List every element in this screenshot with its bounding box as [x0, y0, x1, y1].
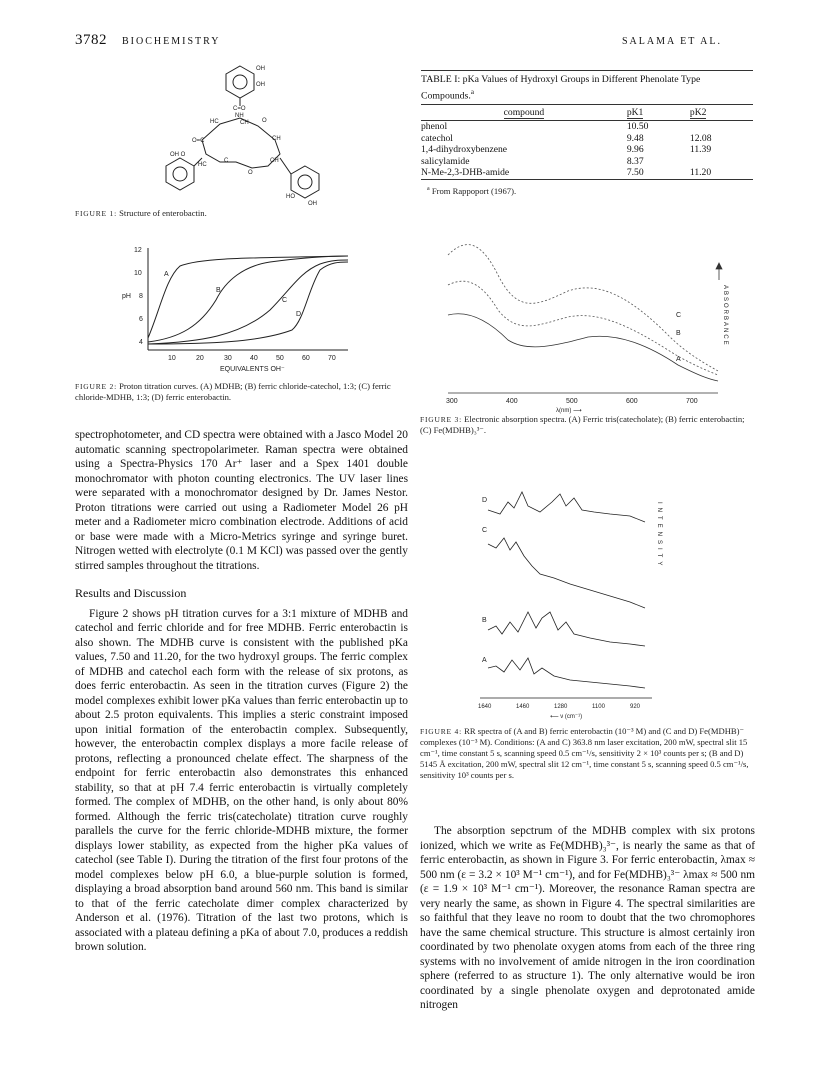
fig1-label: CH: [272, 136, 281, 142]
fig1-label: OH: [308, 201, 317, 207]
trace-B: [488, 612, 645, 646]
fig2-ytick: 6: [139, 316, 143, 323]
fig4-trace-label: D: [482, 497, 488, 504]
paragraph-absorption: The absorption sepctrum of the MDHB complex with six protons ionized, which we write as Fe(MDHB)₃³⁻, is nearly the same as that of ferric enterobactin, as shown in Figure 3. For ferric enterobactin, λmax ≈ 500 nm (ε = 3.2 × 10³ M⁻¹ cm⁻¹), and for Fe(MDHB)₃³⁻ λmax ≈ 500 nm (ε = 1.9 × 10³ M⁻¹ cm⁻¹). Moreover, the resonance Raman spectra are very nearly the same, as shown in Figure 4. The spectral similarities are so faithful that they leave no room to doubt that the two chromophores have the same chemical structure. This structure is almost certainly iron coordinated by two phenolate oxygen atoms from each of the three ring systems with no involvement of amide nitrogen in the iron coordination sphere (referred to as structure 1). The only alternative would be iron coordinated by a single phenolate oxygen and deprotonated amide nitrogen: [420, 825, 755, 1011]
table-row: [421, 167, 753, 179]
table-cell: 11.20: [689, 167, 712, 179]
trace-A: [488, 658, 645, 688]
figure2-caption-text: Proton titration curves. (A) MDHB; (B) ferric chloride-catechol, 1:3; (C) ferric chloride-MDHB, 1:3; (D) ferric enterobactin.: [75, 381, 391, 402]
fig1-label: O: [248, 170, 253, 176]
fig2-xtick: 60: [302, 355, 310, 362]
curve-C: [448, 245, 718, 371]
fig1-label: HO: [286, 194, 295, 200]
table1-footnote-mark: a: [470, 88, 474, 96]
fig4-xlabel: ⟵ ν (cm⁻¹): [550, 714, 583, 720]
table1-title-text: pKa Values of Hydroxyl Groups in Different Phenolate Type Compounds.: [421, 74, 701, 102]
fig3-curve-label: C: [676, 312, 682, 319]
table-cell: [690, 156, 753, 168]
fig2-xtick: 20: [196, 355, 204, 362]
table1-footnote-mark: a: [427, 185, 430, 192]
figure2-caption: [75, 381, 410, 403]
fig2-curve-label: C: [282, 297, 288, 304]
figure3-chart: [428, 225, 738, 414]
figure3-caption-label: FIGURE 3:: [420, 415, 462, 424]
table1-header-pk2: pK2: [689, 107, 707, 119]
fig4-xtick: 1280: [554, 704, 568, 710]
running-authors: SALAMA ET AL.: [622, 36, 722, 47]
fig1-label: OH: [256, 66, 265, 72]
fig1-label: CH: [240, 120, 249, 126]
fig1-label: OH O: [170, 152, 186, 158]
fig3-curve-label: B: [676, 330, 681, 337]
table-cell: 9.48: [626, 132, 644, 144]
table-row: [421, 144, 753, 156]
trace-C: [488, 538, 645, 608]
figure2-chart: [120, 240, 360, 375]
figure1-structure: [140, 58, 340, 208]
curve-B: [148, 256, 348, 342]
figure4-caption: [420, 726, 755, 781]
fig4-trace-label: C: [482, 527, 488, 534]
fig2-xtick: 70: [328, 355, 336, 362]
fig2-ytick: 4: [139, 339, 143, 346]
fig1-label: HC: [198, 162, 207, 168]
fig4-ylabel: INTENSITY: [656, 502, 662, 570]
table-cell: 11.39: [689, 144, 712, 156]
fig2-ytick: 8: [139, 293, 143, 300]
fig1-label: C: [224, 158, 229, 164]
curve-D: [148, 262, 348, 344]
right-column-text: [420, 824, 755, 1013]
table1-footnote: [421, 184, 753, 197]
paragraph-methods: spectrophotometer, and CD spectra were obtained with a Jasco Model 20 automatic scanning spectropolarimeter. Raman spectra were obtained using a Spectra-Physics 170 Ar⁺ laser and a Spex 1401 double monochromator with photon counting electronics. The UV laser lines were separated with a monochromator designed by Dr. James Nestor. Proton titrations were carried out using a Radiometer Model 26 pH meter and a Radiometer micro combination electrode. Additions of acid or base were made with a Micro-Metrics syringe and syringe buret. Nitrogen wetted with electrolyte (0.1 M KCl) was passed over the gently stirred samples throughout the titrations.: [75, 429, 408, 572]
fig3-xlabel: λ(nm) ⟶: [556, 408, 582, 414]
table-cell: 1,4-dihydroxybenzene: [421, 144, 508, 156]
table-row: [421, 121, 753, 133]
page-number: 3782: [75, 32, 107, 48]
journal-name: BIOCHEMISTRY: [122, 36, 221, 47]
fig3-xtick: 600: [626, 398, 638, 405]
fig3-xtick: 500: [566, 398, 578, 405]
fig2-ytick: 10: [134, 270, 142, 277]
fig3-xtick: 700: [686, 398, 698, 405]
table-row: [421, 133, 753, 145]
fig4-trace-label: B: [482, 617, 487, 624]
table-cell: 10.50: [626, 121, 649, 133]
figure1-caption: [75, 208, 405, 219]
fig1-label: C=O: [233, 106, 246, 112]
figure1-caption-text: Structure of enterobactin.: [119, 208, 207, 218]
table1-header-compound: compound: [503, 107, 545, 119]
fig4-xtick: 1100: [592, 704, 605, 710]
fig3-ylabel: ABSORBANCE: [722, 285, 728, 347]
left-column-text: [75, 428, 408, 955]
fig2-curve-label: B: [216, 287, 221, 294]
fig2-xtick: 10: [168, 355, 176, 362]
table-cell: catechol: [421, 132, 453, 144]
table-cell: N-Me-2,3-DHB-amide: [421, 167, 510, 179]
table1-header-pk1: pK1: [626, 107, 644, 119]
fig1-label: O=C: [192, 138, 205, 144]
fig1-label: HC: [210, 119, 219, 125]
table1-title: [421, 71, 753, 102]
fig2-xlabel: EQUIVALENTS OH⁻: [220, 366, 285, 373]
table-cell: 7.50: [626, 167, 644, 179]
table-cell: phenol: [421, 121, 448, 133]
fig4-xtick: 1640: [478, 704, 492, 710]
figure3-caption: [420, 414, 755, 436]
trace-D: [488, 492, 645, 522]
table1: [421, 70, 753, 197]
fig3-xtick: 400: [506, 398, 518, 405]
fig4-trace-label: A: [482, 657, 487, 664]
fig2-xtick: 40: [250, 355, 258, 362]
fig2-xtick: 50: [276, 355, 284, 362]
table1-title-label: TABLE I:: [421, 74, 461, 85]
fig1-label: O: [262, 118, 267, 124]
fig4-xtick: 920: [630, 704, 641, 710]
figure4-caption-text: RR spectra of (A and B) ferric enterobactin (10⁻³ M) and (C and D) Fe(MDHB)⁻ complexes (10⁻³ M). Conditions: (A and C) 363.8 nm laser excitation, 200 mW, spectral slit 15 cm⁻¹, time constant 5 s, scanning speed 0.5 cm⁻¹/s, sensitivity 2 × 10³ counts per s; (B and D) 5145 Å excitation, 200 mW, spectral slit 12 cm⁻¹, time constant 5 s, scanning speed 0.5 cm⁻¹/s, sensitivity 10³ counts per s.: [420, 726, 749, 780]
table-cell: 12.08: [689, 132, 712, 144]
paragraph-results: Figure 2 shows pH titration curves for a 3:1 mixture of MDHB and catechol and ferric chloride and for free MDHB. Ferric enterobactin is also shown. The MDHB curve is consistent with the published pKa values, 7.50 and 11.20, for the two hydroxyl groups. The ferric complex of MDHB and catechol each form with the release of six protons, as does ferric enterobactin. As seen in the titration curves (Figure 2) the model complexes exhibit lower pKa values than ferric enterobactin up to about 2.5 proton equivalents. This implies a steric constraint imposed upon initial formation of the enterobactin complex. Subsequently, however, the enterobactin complex displays a more facile release of protons, reflecting a pronounced chelate effect. The sharpness of the endpoint for ferric enterobactin also demonstrates this enhanced stability, so that at pH 7.4 ferric enterobactin is virtually completely formed. The complex of MDHB, on the other hand, is only about 80% formed. Although the ferric tris(catecholate) titration curve roughly parallels the curve for the ferric chloride-MDHB mixture, the former displays lower stability, as expected from the higher pKa values of catechol (see Table I). During the titration of the first four protons of the model complexes below pH 6.0, a blue-purple solution is formed, displaying a broad absorption band around 560 nm. This band is similar to that of the ferric catecholate dimer complex characterized by Anderson et al. (1976). Titration of the last two protons, which is associated with a plateau defining a pKa of about 7.0, produces a reddish brown solution.: [75, 607, 408, 953]
section-title: Results and Discussion: [75, 586, 187, 600]
curve-A: [448, 314, 718, 381]
fig3-xtick: 300: [446, 398, 458, 405]
figure4-caption-label: FIGURE 4:: [420, 727, 462, 736]
fig2-curve-label: A: [164, 271, 169, 278]
figure3-caption-text: Electronic absorption spectra. (A) Ferric tris(catecholate); (B) ferric enterobactin; (C) Fe(MDHB)₃³⁻.: [420, 414, 745, 435]
fig2-ytick: 12: [134, 247, 142, 254]
table-row: [421, 156, 753, 168]
table-cell: 8.37: [626, 155, 644, 167]
fig2-xtick: 30: [224, 355, 232, 362]
figure1-caption-label: FIGURE 1:: [75, 209, 117, 218]
figure4-chart: [470, 462, 670, 722]
table-cell: salicylamide: [421, 155, 470, 167]
table-cell: [690, 121, 753, 133]
fig2-curve-label: D: [296, 311, 302, 318]
figure2-caption-label: FIGURE 2:: [75, 382, 117, 391]
table-cell: 9.96: [626, 144, 644, 156]
fig1-label: OH: [256, 82, 265, 88]
fig1-label: NH: [235, 113, 244, 119]
fig2-ylabel: pH: [122, 293, 131, 300]
fig4-xtick: 1460: [516, 704, 530, 710]
table1-grid: [421, 104, 753, 180]
table1-footnote-text: From Rappoport (1967).: [431, 185, 517, 196]
fig1-label: CH: [270, 158, 279, 164]
fig3-curve-label: A: [676, 356, 681, 363]
